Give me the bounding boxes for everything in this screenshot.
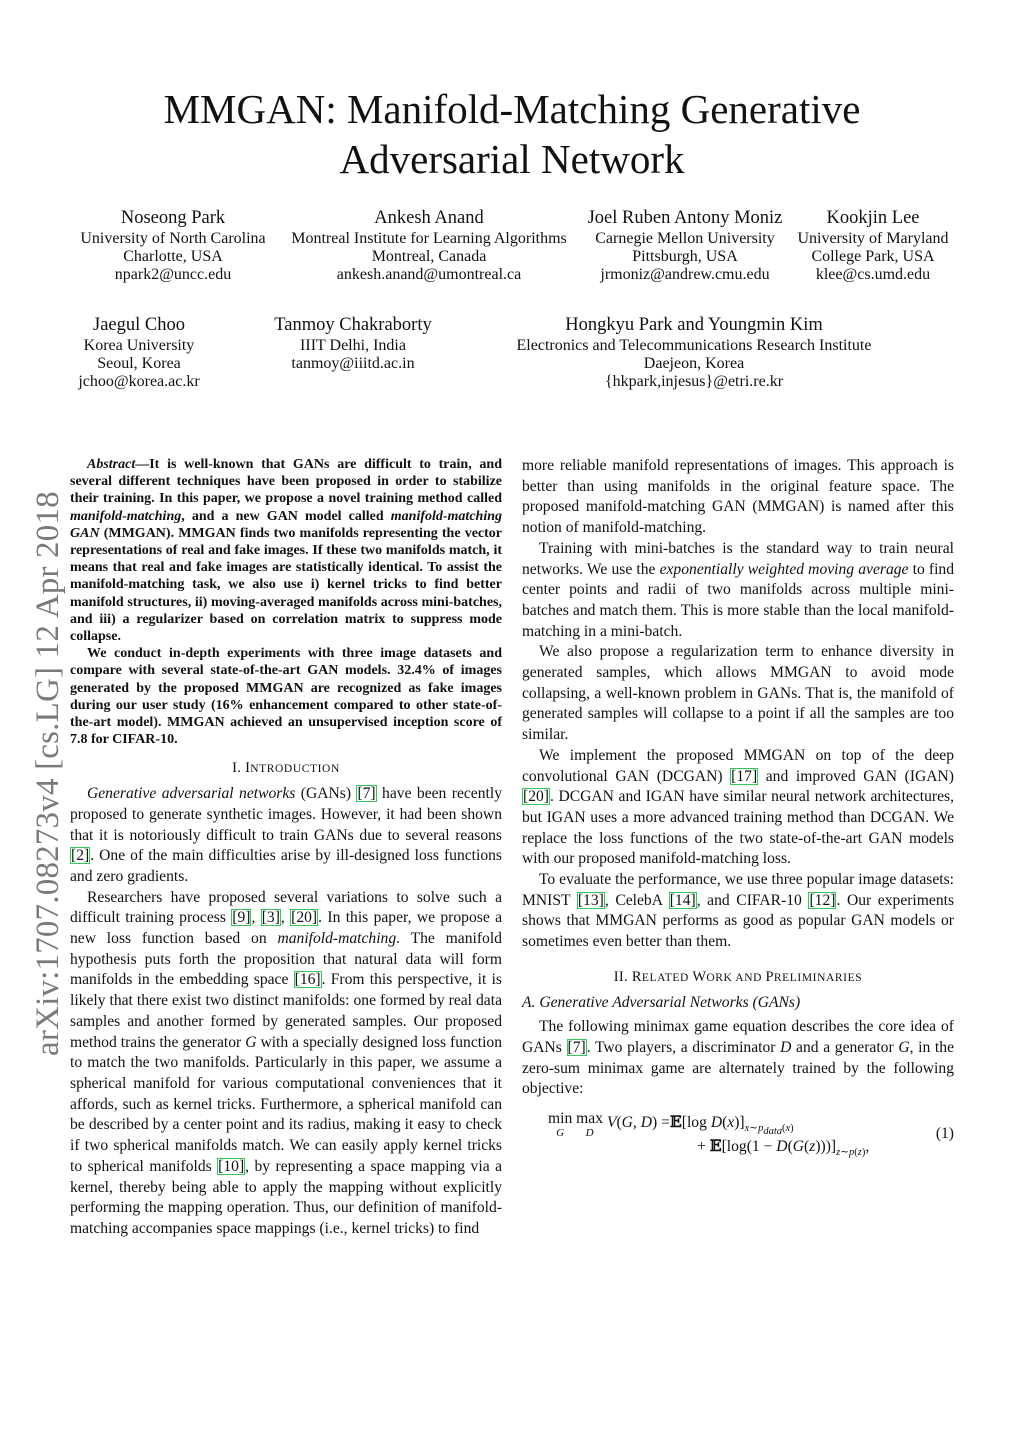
section-heading: II. RELATED WORK AND PRELIMINARIES [613,968,863,985]
citation-link[interactable]: [14] [669,891,696,909]
citation-link[interactable]: [9] [232,909,251,927]
citation-link[interactable]: [3] [261,909,280,927]
body-paragraph: Generative adversarial networks (GANs) [7] have been recently proposed to generate synthetic images. However, it had been shown that it is notoriously difficult to train GANs due to several reasons [2]. One of the main difficulties arise by ill-designed loss functions and zero gradients. [70,785,502,885]
author-block: Noseong Park University of North Carolina Charlotte, USA npark2@uncc.edu [80,208,266,283]
equation-1 [522,1106,954,1164]
author-block: Tanmoy Chakraborty IIIT Delhi, India tanmoy@iiitd.ac.in [274,315,432,372]
author-block: Jaegul Choo Korea University Seoul, Korea jchoo@korea.ac.kr [78,315,200,390]
citation-link[interactable]: [20] [523,788,549,806]
author-block: Ankesh Anand Montreal Institute for Learning Algorithms Montreal, Canada ankesh.anand@umontreal.ca [291,208,567,283]
body-paragraph: Researchers have proposed several variations to solve such a difficult training process [9], [3], [20]. In this paper, we propose a new loss function based on manifold-matching. The manifold hypothesis puts forth the proposition that natural data will form manifolds in the embedding space [16]. From this perspective, it is likely that there exist two distinct manifolds: one formed by real data samples and another formed by generated samples. Our proposed method trains the generator G with a specially designed loss function to match the two manifolds. Particularly in this paper, we assume a spherical manifold for various computational conveniences that it affords, such as kernel tricks. Furthermore, a spherical manifold can be described by a center point and its radius, making it easy to check if two spherical manifolds match. We can easily apply kernel tricks to spherical manifolds [10], by representing a space mapping via a kernel, thereby being able to apply the mapping without explicitly performing the mapping operation. Thus, our definition of manifold-matching accompanies space mappings (i.e., kernel tricks) to find [70,888,503,1237]
citation-link[interactable]: [20] [291,909,318,927]
citation-link[interactable]: [2] [71,847,90,865]
body-paragraph: Training with mini-batches is the standard way to train neural networks. We use the exponentially weighted moving average to find center points and radii of two manifolds across multiple mini-batches and match them. This is more stable than the local manifold-matching in a mini-batch. [522,539,955,640]
paper-title: MMGAN: Manifold-Matching Generative Adversarial Network [163,86,861,182]
body-paragraph: We implement the proposed MMGAN on top of the deep convolutional GAN (DCGAN) [17] and improved GAN (IGAN) [20]. DCGAN and IGAN have similar neural network architectures, but IGAN uses a more advanced training method than DCGAN. We replace the loss functions of the two state-of-the-art GAN models with our proposed manifold-matching loss. [522,746,954,868]
right-column [522,456,954,1164]
left-column [70,456,502,1240]
citation-link[interactable]: [7] [567,1038,586,1056]
body-paragraph: The following minimax game equation describes the core idea of GANs [7]. Two players, a discriminator D and a generator G, in the zero-sum minimax game are alternately trained by the following objective: [522,1018,954,1098]
citation-link[interactable]: [13] [577,891,604,909]
equation-line-2: + 𝔼[log(1 − $D(G(z)))]_{z\sim p(z)}$, [697,1136,870,1159]
author-block: Joel Ruben Antony Moniz Carnegie Mellon University Pittsburgh, USA jrmoniz@andrew.cmu.edu [587,208,783,283]
author-block: Hongkyu Park and Youngmin Kim Electronics and Telecommunications Research Institute Daejeon, Korea {hkpark,injesus}@etri.re.kr [516,315,872,390]
subsection-heading: A. Generative Adversarial Networks (GANs) [522,993,801,1011]
section-heading: I. INTRODUCTION [232,760,340,777]
equation-line-1: min G max D V(G, D) =𝔼[log $D(x)]_{x\sim p_{data}(x)}$ [548,1110,794,1140]
body-paragraph: We also propose a regularization term to enhance diversity in generated samples, which allows MMGAN to avoid mode collapsing, a well-known problem in GANs. That is, the manifold of generated samples will collapse to a point if all the samples are too similar. [522,643,954,744]
arxiv-stamp: arXiv:1707.08273v4 [cs.LG] 12 Apr 2018 [30,491,66,1056]
body-paragraph-continued: more reliable manifold representations of images. This approach is better than using manifolds in the original feature space. The proposed manifold-matching GAN (MMGAN) is named after this notion of manifold-matching. [522,457,954,537]
citation-link[interactable]: [7] [357,785,376,803]
body-paragraph: To evaluate the performance, we use three popular image datasets: MNIST [13], CelebA [14], and CIFAR-10 [12]. Our experiments shows that MMGAN performs as good as popular GAN models or sometimes even better than them. [522,871,955,951]
citation-link[interactable]: [16] [294,971,321,989]
citation-link[interactable]: [10] [218,1157,245,1175]
author-block: Kookjin Lee University of Maryland College Park, USA klee@cs.umd.edu [797,208,949,283]
citation-link[interactable]: [12] [809,891,836,909]
citation-link[interactable]: [17] [731,767,758,785]
equation-number: (1) [935,1125,954,1143]
abstract: Abstract—It is well-known that GANs are difficult to train, and several different techniques have been proposed in order to stabilize their training. In this paper, we propose a novel training method called manifold-matching, and a new GAN model called manifold-matching GAN (MMGAN). MMGAN finds two manifolds representing the vector representations of real and fake images. If these two manifolds match, it means that real and fake images are statistically identical. To assist the manifold-matching task, we also use i) kernel tricks to find better manifold structures, ii) moving-averaged manifolds across mini-batches, and iii) a regularizer based on correlation matrix to suppress mode collapse. We conduct in-depth experiments with three image datasets and compare with several state-of-the-art GAN models. 32.4% of images generated by the proposed MMGAN are recognized as fake images during our user study (16% enhancement compared to other state-of-the-art model). MMGAN achieved an unsupervised inception score of 7.8 for CIFAR-10. [70,457,502,748]
